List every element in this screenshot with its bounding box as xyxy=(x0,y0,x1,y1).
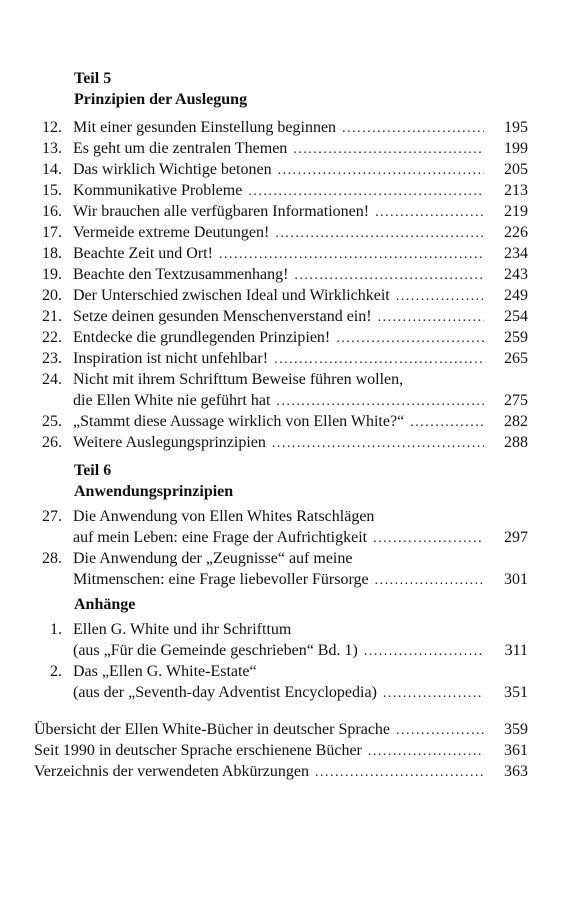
entry-page: 195 xyxy=(504,119,528,136)
entry-number: 28. xyxy=(42,550,62,567)
entry-title: (aus „Für die Gemeinde geschrieben“ Bd. 1) xyxy=(73,642,358,659)
toc-entry-continuation[interactable] xyxy=(0,640,561,661)
entry-title: Setze deinen gesunden Menschenverstand ein! xyxy=(73,308,372,325)
dot-leader xyxy=(375,570,484,590)
entry-number: 26. xyxy=(42,434,62,451)
entry-number: 22. xyxy=(42,329,62,346)
part-label: Teil 5 xyxy=(74,70,112,87)
entry-number: 23. xyxy=(42,350,62,367)
entry-page: 219 xyxy=(504,203,528,220)
toc-entry[interactable] xyxy=(0,201,561,222)
entry-title: Der Unterschied zwischen Ideal und Wirklichkeit xyxy=(73,287,390,304)
toc-entry[interactable] xyxy=(0,159,561,180)
toc-entry-continuation[interactable] xyxy=(0,682,561,703)
entry-page: 249 xyxy=(504,287,528,304)
entry-page: 199 xyxy=(504,140,528,157)
entry-number: 13. xyxy=(42,140,62,157)
entry-title: Wir brauchen alle verfügbaren Informationen! xyxy=(73,203,370,220)
entry-page: 265 xyxy=(504,350,528,367)
toc-entry[interactable] xyxy=(0,411,561,432)
entry-page: 259 xyxy=(504,329,528,346)
dot-leader xyxy=(373,528,484,548)
dot-leader xyxy=(274,349,484,369)
dot-leader xyxy=(375,202,484,222)
entry-page: 301 xyxy=(504,571,528,588)
entry-title: Übersicht der Ellen White-Bücher in deutscher Sprache xyxy=(34,721,391,738)
entry-title-line1: Die Anwendung der „Zeugnisse“ auf meine xyxy=(73,550,353,567)
entry-page: 361 xyxy=(504,742,528,759)
dot-leader xyxy=(383,683,484,703)
entry-number: 2. xyxy=(50,663,62,680)
entry-page: 254 xyxy=(504,308,528,325)
dot-leader xyxy=(410,412,484,432)
toc-entry[interactable] xyxy=(0,348,561,369)
appendix-title: Anhänge xyxy=(74,596,136,613)
entry-title: Beachte Zeit und Ort! xyxy=(73,245,213,262)
toc-entry[interactable] xyxy=(0,138,561,159)
entry-title: Weitere Auslegungsprinzipien xyxy=(73,434,266,451)
entry-title: Kommunikative Probleme xyxy=(73,182,243,199)
entry-title: Seit 1990 in deutscher Sprache erschienene Bücher xyxy=(34,742,362,759)
dot-leader xyxy=(336,328,484,348)
entry-title: Das wirklich Wichtige betonen xyxy=(73,161,272,178)
entry-title: die Ellen White nie geführt hat xyxy=(73,392,271,409)
dot-leader xyxy=(248,181,484,201)
entry-title: Verzeichnis der verwendeten Abkürzungen xyxy=(34,763,309,780)
dot-leader xyxy=(368,741,484,761)
toc-entry-continuation[interactable] xyxy=(0,527,561,548)
part-label: Teil 6 xyxy=(74,462,112,479)
toc-entry[interactable] xyxy=(0,306,561,327)
entry-page: 205 xyxy=(504,161,528,178)
toc-entry[interactable] xyxy=(0,548,561,569)
dot-leader xyxy=(378,307,484,327)
entry-title: Beachte den Textzusammenhang! xyxy=(73,266,289,283)
dot-leader xyxy=(315,762,484,782)
toc-entry[interactable] xyxy=(0,369,561,390)
dot-leader xyxy=(278,160,484,180)
toc-entry[interactable] xyxy=(0,661,561,682)
entry-page: 351 xyxy=(504,684,528,701)
toc-entry-continuation[interactable] xyxy=(0,569,561,590)
dot-leader xyxy=(396,286,484,306)
entry-number: 1. xyxy=(50,621,62,638)
entry-title: (aus der „Seventh-day Adventist Encyclopedia) xyxy=(73,684,377,701)
entry-number: 18. xyxy=(42,245,62,262)
toc-entry[interactable] xyxy=(0,719,561,740)
dot-leader xyxy=(293,139,484,159)
entry-page: 282 xyxy=(504,413,528,430)
entry-title: „Stammt diese Aussage wirklich von Ellen White?“ xyxy=(73,413,405,430)
entry-title: Es geht um die zentralen Themen xyxy=(73,140,288,157)
entry-title: auf mein Leben: eine Frage der Aufrichtigkeit xyxy=(73,529,368,546)
dot-leader xyxy=(396,720,484,740)
part-title: Prinzipien der Auslegung xyxy=(74,91,248,108)
entry-number: 20. xyxy=(42,287,62,304)
entry-page: 288 xyxy=(504,434,528,451)
dot-leader xyxy=(276,391,484,411)
toc-entry[interactable] xyxy=(0,222,561,243)
dot-leader xyxy=(219,244,484,264)
entry-page: 213 xyxy=(504,182,528,199)
toc-entry[interactable] xyxy=(0,243,561,264)
entry-page: 234 xyxy=(504,245,528,262)
toc-entry[interactable] xyxy=(0,740,561,761)
toc-entry[interactable] xyxy=(0,285,561,306)
entry-number: 15. xyxy=(42,182,62,199)
entry-title-line1: Die Anwendung von Ellen Whites Ratschlägen xyxy=(73,508,375,525)
entry-number: 25. xyxy=(42,413,62,430)
dot-leader xyxy=(272,433,484,453)
toc-entry[interactable] xyxy=(0,761,561,782)
entry-page: 311 xyxy=(504,642,528,659)
toc-entry[interactable] xyxy=(0,180,561,201)
entry-number: 21. xyxy=(42,308,62,325)
entry-number: 19. xyxy=(42,266,62,283)
dot-leader xyxy=(275,223,484,243)
entry-title: Mitmenschen: eine Frage liebevoller Fürsorge xyxy=(73,571,369,588)
toc-entry[interactable] xyxy=(0,506,561,527)
toc-entry[interactable] xyxy=(0,117,561,138)
part-title: Anwendungsprinzipien xyxy=(74,483,234,500)
toc-entry[interactable] xyxy=(0,432,561,453)
entry-title: Inspiration ist nicht unfehlbar! xyxy=(73,350,269,367)
entry-number: 12. xyxy=(42,119,62,136)
entry-number: 24. xyxy=(42,371,62,388)
toc-entry[interactable] xyxy=(0,327,561,348)
entry-page: 243 xyxy=(504,266,528,283)
toc-entry[interactable] xyxy=(0,619,561,640)
dot-leader xyxy=(294,265,484,285)
entry-number: 14. xyxy=(42,161,62,178)
entry-title: Vermeide extreme Deutungen! xyxy=(73,224,270,241)
toc-entry-continuation[interactable] xyxy=(0,390,561,411)
entry-title-line1: Nicht mit ihrem Schrifttum Beweise führen wollen, xyxy=(73,371,404,388)
entry-page: 226 xyxy=(504,224,528,241)
entry-number: 16. xyxy=(42,203,62,220)
entry-page: 359 xyxy=(504,721,528,738)
entry-number: 17. xyxy=(42,224,62,241)
dot-leader xyxy=(364,641,484,661)
entry-page: 297 xyxy=(504,529,528,546)
entry-page: 275 xyxy=(504,392,528,409)
toc-entry[interactable] xyxy=(0,264,561,285)
dot-leader xyxy=(342,118,484,138)
entry-title: Entdecke die grundlegenden Prinzipien! xyxy=(73,329,331,346)
entry-title: Mit einer gesunden Einstellung beginnen xyxy=(73,119,337,136)
entry-title-line1: Das „Ellen G. White-Estate“ xyxy=(73,663,257,680)
entry-number: 27. xyxy=(42,508,62,525)
entry-title-line1: Ellen G. White und ihr Schrifttum xyxy=(73,621,292,638)
entry-page: 363 xyxy=(504,763,528,780)
